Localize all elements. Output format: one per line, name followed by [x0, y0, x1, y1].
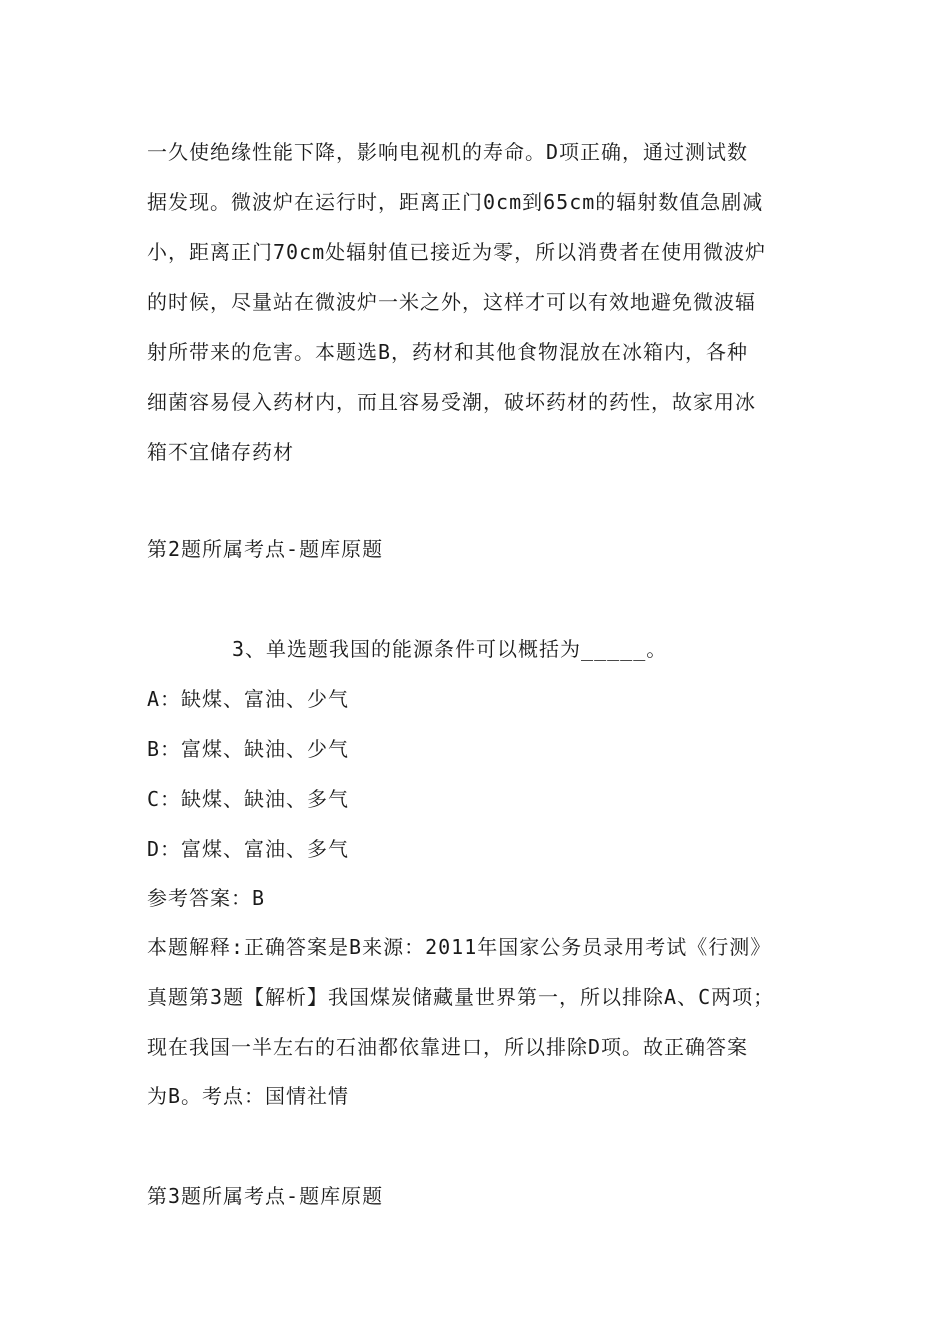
q2-knowledge-point: 第2题所属考点-题库原题: [147, 537, 384, 561]
q2-explanation-line: 细菌容易侵入药材内，而且容易受潮，破坏药材的药性，故家用冰: [147, 390, 756, 414]
q2-explanation-line: 的时候，尽量站在微波炉一米之外，这样才可以有效地避免微波辐: [147, 290, 756, 314]
q2-explanation-line: 箱不宜储存药材: [147, 440, 294, 464]
q2-explanation-line: 一久使绝缘性能下降，影响电视机的寿命。D项正确，通过测试数: [147, 140, 749, 164]
q2-explanation-line: 据发现。微波炉在运行时，距离正门0cm到65cm的辐射数值急剧减: [147, 190, 764, 214]
q3-option-c: C：缺煤、缺油、多气: [147, 787, 350, 811]
q3-option-a: A：缺煤、富油、少气: [147, 687, 350, 711]
q3-option-b: B：富煤、缺油、少气: [147, 737, 350, 761]
q3-answer: 参考答案：B: [147, 886, 266, 910]
q3-explanation-line: 为B。考点：国情社情: [147, 1084, 350, 1108]
q3-explanation-line: 本题解释:正确答案是B来源：2011年国家公务员录用考试《行测》: [147, 935, 772, 959]
q2-explanation-line: 小，距离正门70cm处辐射值已接近为零，所以消费者在使用微波炉: [147, 240, 767, 264]
q3-knowledge-point: 第3题所属考点-题库原题: [147, 1184, 384, 1208]
q2-explanation-line: 射所带来的危害。本题选B，药材和其他食物混放在冰箱内，各种: [147, 340, 749, 364]
q3-question: 3、单选题我国的能源条件可以概括为_____。: [232, 637, 668, 661]
q3-explanation-line: 真题第3题【解析】我国煤炭储藏量世界第一，所以排除A、C两项；: [147, 985, 775, 1009]
q3-option-d: D：富煤、富油、多气: [147, 837, 350, 861]
q3-explanation-line: 现在我国一半左右的石油都依靠进口，所以排除D项。故正确答案: [147, 1035, 749, 1059]
